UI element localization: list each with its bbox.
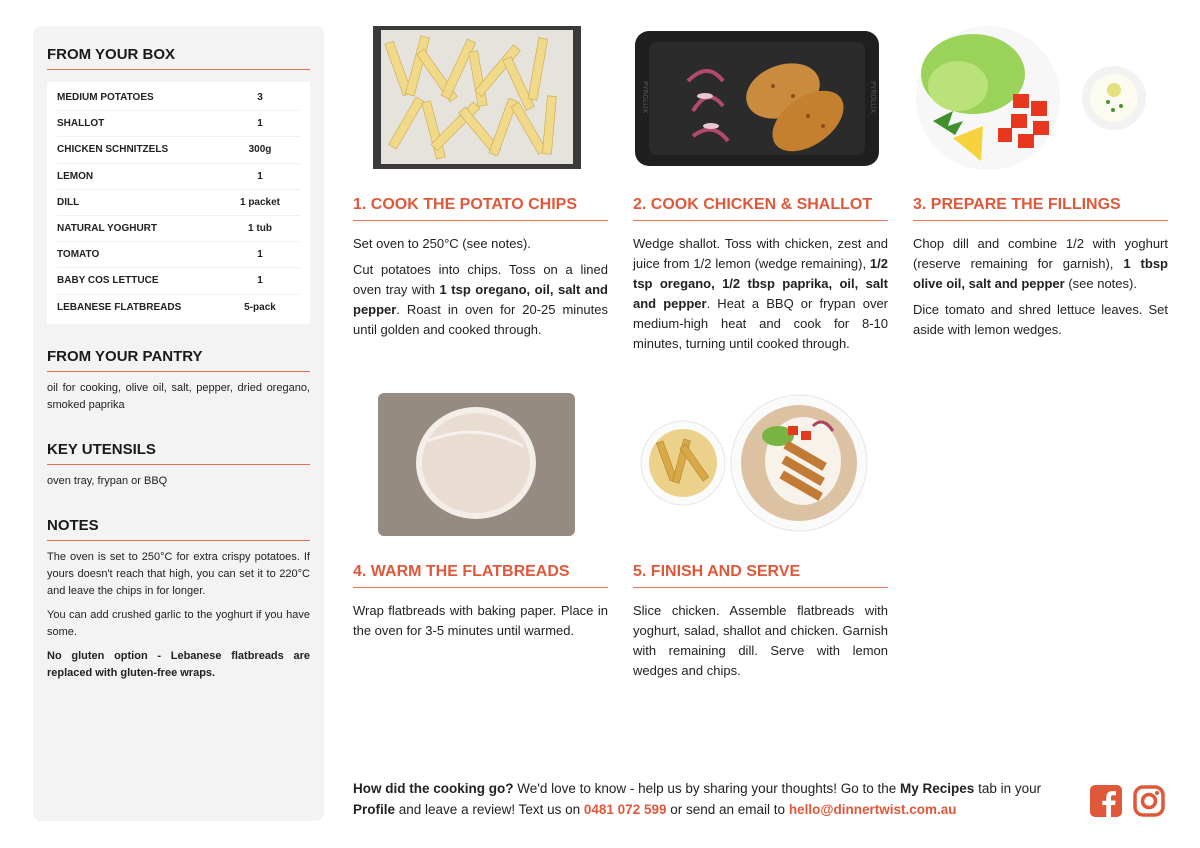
potato-chips-image <box>353 26 608 176</box>
ingredient-row <box>57 164 300 190</box>
ingredient-name: LEMON <box>57 170 94 182</box>
ingredient-qty: 1 <box>257 249 263 261</box>
ingredient-name: CHICKEN SCHNITZELS <box>57 144 169 156</box>
ingredient-qty: 1 <box>257 275 263 287</box>
step-3 <box>913 26 1168 346</box>
phone-link[interactable]: 0481 072 599 <box>583 802 667 817</box>
step-4-title: 4. WARM THE FLATBREADS <box>353 563 608 588</box>
step-3-para-2: Dice tomato and shred lettuce leaves. Set aside with lemon wedges. <box>913 302 1168 337</box>
ingredient-qty: 5-pack <box>244 302 276 314</box>
ingredient-name: TOMATO <box>57 249 100 261</box>
box-heading: FROM YOUR BOX <box>47 46 310 70</box>
ingredient-row <box>57 242 300 268</box>
ingredient-qty: 300g <box>248 144 272 156</box>
step-5 <box>633 391 888 687</box>
instagram-icon[interactable] <box>1133 785 1165 822</box>
step-1-para-2: Cut potatoes into chips. Toss on a lined oven tray with 1 tsp oregano, oil, salt and pepper. Roast in oven for 20-25 minutes until golden and cooked through. <box>353 262 608 337</box>
ingredient-qty: 1 <box>257 170 263 182</box>
pan-brand-right: PYROLUX <box>869 81 877 114</box>
ingredient-qty: 1 packet <box>239 196 281 208</box>
step-3-para-1: Chop dill and combine 1/2 with yoghurt (reserve remaining for garnish), 1 tbsp olive oil, salt and pepper (see notes). <box>913 236 1168 291</box>
my-recipes-link[interactable]: My Recipes <box>900 781 975 796</box>
step-4-para-1: Wrap flatbreads with baking paper. Place in the oven for 3-5 minutes until warmed. <box>353 603 608 638</box>
utensils-heading: KEY UTENSILS <box>47 441 310 465</box>
ingredient-name: NATURAL YOGHURT <box>57 223 157 235</box>
utensils-text: oven tray, frypan or BBQ <box>47 474 168 487</box>
notes-text-1: The oven is set to 250°C for extra crispy potatoes. If yours doesn't reach that high, you can set it to 220°C and leave the chips in for longer. <box>47 550 310 597</box>
ingredient-name: DILL <box>57 196 80 208</box>
ingredient-row <box>57 295 300 321</box>
ingredient-name: LEBANESE FLATBREADS <box>57 302 182 314</box>
facebook-icon[interactable] <box>1090 785 1122 822</box>
sidebar <box>33 26 324 821</box>
ingredient-row <box>57 137 300 163</box>
flatbreads-image <box>353 391 608 543</box>
step-2-title: 2. COOK CHICKEN & SHALLOT <box>633 196 888 221</box>
ingredient-row <box>57 268 300 294</box>
ingredient-name: BABY COS LETTUCE <box>57 275 159 287</box>
ingredient-row <box>57 111 300 137</box>
notes-text-2: You can add crushed garlic to the yoghurt if you have some. <box>47 608 310 638</box>
ingredient-qty: 3 <box>257 92 263 104</box>
step-2 <box>633 26 888 360</box>
step-1-title: 1. COOK THE POTATO CHIPS <box>353 196 608 221</box>
step-3-title: 3. PREPARE THE FILLINGS <box>913 196 1168 221</box>
step-1-para-1: Set oven to 250°C (see notes). <box>353 236 531 251</box>
ingredient-name: SHALLOT <box>57 118 105 130</box>
step-4 <box>353 391 608 647</box>
footer-question: How did the cooking go? <box>353 781 514 796</box>
notes-text-3: No gluten option - Lebanese flatbreads are replaced with gluten-free wraps. <box>47 649 310 679</box>
ingredient-qty: 1 <box>257 118 263 130</box>
step-1 <box>353 26 608 346</box>
notes-heading: NOTES <box>47 517 310 541</box>
pan-brand-left: PYROLUX <box>641 81 649 114</box>
pantry-text: oil for cooking, olive oil, salt, pepper, dried oregano, smoked paprika <box>47 381 310 411</box>
step-5-title: 5. FINISH AND SERVE <box>633 563 888 588</box>
ingredient-row <box>57 216 300 242</box>
feedback-footer: How did the cooking go? We'd love to know - help us by sharing your thoughts! Go to the My Recipes tab in your Profile and leave a review! Text us on 0481 072 599 or send an email to hello@dinnertwist.com.au <box>353 781 1042 817</box>
ingredient-row <box>57 85 300 111</box>
profile-link[interactable]: Profile <box>353 802 396 817</box>
step-5-para-1: Slice chicken. Assemble flatbreads with yoghurt, salad, shallot and chicken. Garnish with remaining dill. Serve with lemon wedges and chips. <box>633 603 888 678</box>
email-link[interactable]: hello@dinnertwist.com.au <box>788 802 957 817</box>
fillings-image <box>913 26 1168 176</box>
pantry-heading: FROM YOUR PANTRY <box>47 348 310 372</box>
box-ingredients-table <box>47 82 310 324</box>
ingredient-name: MEDIUM POTATOES <box>57 92 154 104</box>
chicken-shallot-pan-image <box>633 26 888 176</box>
ingredient-qty: 1 tub <box>248 223 272 235</box>
ingredient-row <box>57 190 300 216</box>
finish-serve-image <box>633 391 888 543</box>
step-2-para-1: Wedge shallot. Toss with chicken, zest and juice from 1/2 lemon (wedge remaining), 1/2 tsp oregano, 1/2 tbsp paprika, oil, salt and pepper. Heat a BBQ or frypan over medium-high heat and cook for 8-10 minutes, turning until cooked through. <box>633 236 888 351</box>
